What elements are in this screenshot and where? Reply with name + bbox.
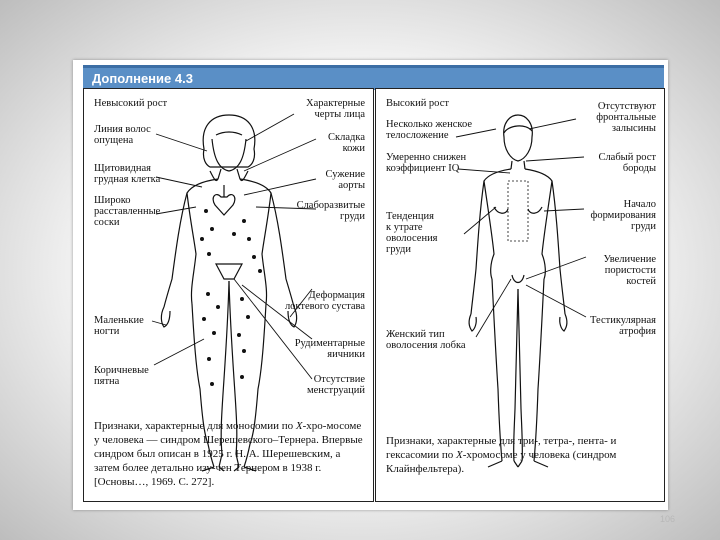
label-porosity-1: Увеличение bbox=[603, 254, 656, 265]
label-frontal-2: фронтальные bbox=[596, 112, 656, 123]
label-pubic-2: оволосения лобка bbox=[386, 340, 466, 351]
label-facial-features-2: черты лица bbox=[314, 109, 365, 120]
male-body-outline bbox=[469, 115, 567, 467]
turner-panel bbox=[83, 88, 374, 502]
female-body-outline bbox=[161, 115, 296, 471]
turner-caption-part1: Признаки, характерные для моносомии по bbox=[94, 420, 296, 432]
label-testicular-2: атрофия bbox=[619, 326, 656, 337]
label-pubic-1: Женский тип bbox=[386, 329, 445, 340]
label-iq-1: Умеренно снижен bbox=[386, 152, 467, 163]
label-elbow-2: локтевого сустава bbox=[284, 301, 365, 312]
klinefelter-caption-part2: -хромосоме у человека (синдром Клайнфельтера). bbox=[386, 449, 617, 475]
header-title: Дополнение 4.3 bbox=[92, 71, 193, 86]
label-beard-2: бороды bbox=[622, 163, 656, 174]
label-frontal-1: Отсутствуют bbox=[597, 101, 656, 112]
label-wide-nipples-1: Широко bbox=[94, 195, 131, 206]
label-frontal-3: залысины bbox=[611, 123, 656, 134]
label-hair-loss-2: к утрате bbox=[386, 222, 423, 233]
label-neck-fold-1: Складка bbox=[328, 132, 365, 143]
label-low-hairline-2: опущена bbox=[94, 135, 134, 146]
label-shield-chest-1: Щитовидная bbox=[94, 163, 151, 174]
label-beard-1: Слабый рост bbox=[598, 152, 656, 163]
label-female-build-1: Несколько женское bbox=[386, 119, 472, 130]
label-aortic-narrowing-2: аорты bbox=[338, 180, 365, 191]
label-nails-1: Маленькие bbox=[94, 315, 144, 326]
klinefelter-panel bbox=[375, 88, 665, 502]
label-ovaries-2: яичники bbox=[327, 349, 365, 360]
label-female-build-2: телосложение bbox=[386, 130, 449, 141]
page-number: 106 bbox=[660, 514, 676, 524]
label-facial-features-1: Характерные bbox=[306, 98, 365, 109]
label-short-stature: Невысокий рост bbox=[94, 98, 168, 109]
label-spots-1: Коричневые bbox=[94, 365, 149, 376]
label-hair-loss-4: груди bbox=[386, 244, 411, 255]
klinefelter-caption-part1: Признаки, характерные для три-, тетра-, пента- и гексасомии по bbox=[386, 435, 617, 461]
label-hair-loss-1: Тенденция bbox=[386, 211, 434, 222]
turner-caption-x: X bbox=[295, 420, 303, 432]
label-porosity-3: костей bbox=[626, 276, 656, 287]
label-breasts-2: груди bbox=[340, 211, 365, 222]
header-bar bbox=[83, 65, 664, 90]
label-neck-fold-2: кожи bbox=[342, 143, 365, 154]
label-breast-growth-3: груди bbox=[631, 221, 656, 232]
label-wide-nipples-3: соски bbox=[94, 217, 120, 228]
label-low-hairline-1: Линия волос bbox=[94, 124, 151, 135]
label-shield-chest-2: грудная клетка bbox=[94, 174, 161, 185]
label-tall-stature: Высокий рост bbox=[386, 98, 449, 109]
pigment-spots bbox=[200, 209, 262, 386]
label-elbow-1: Деформация bbox=[308, 290, 365, 301]
label-nails-2: ногти bbox=[94, 326, 120, 337]
label-ovaries-1: Рудиментарные bbox=[294, 338, 365, 349]
label-menstruation-1: Отсутствие bbox=[313, 374, 365, 385]
label-hair-loss-3: оволосения bbox=[386, 233, 438, 244]
klinefelter-caption-x: X bbox=[456, 449, 463, 461]
label-porosity-2: пористости bbox=[604, 265, 656, 276]
label-testicular-1: Тестикулярная bbox=[590, 315, 656, 326]
label-breast-growth-2: формирования bbox=[590, 210, 656, 221]
right-pointer-lines bbox=[456, 119, 586, 337]
dotted-torso-markers bbox=[508, 181, 528, 241]
label-breast-growth-1: Начало bbox=[623, 199, 656, 210]
turner-caption bbox=[94, 419, 366, 489]
label-aortic-narrowing-1: Сужение bbox=[325, 169, 365, 180]
label-iq-2: коэффициент IQ bbox=[386, 163, 460, 174]
label-spots-2: пятна bbox=[94, 376, 120, 387]
label-breasts-1: Слаборазвитые bbox=[296, 200, 365, 211]
turner-caption-part2: -хро-мосоме у человека — синдром Шерешевского–Тернера. Впервые синдром был описан в 1925 г. Н. А. Шерешевским, а затем более детально изу-чен Тернером в 1938 г. [Основы…, 1969. С. 272]. bbox=[94, 420, 363, 488]
label-menstruation-2: менструаций bbox=[306, 385, 365, 396]
klinefelter-caption bbox=[386, 434, 656, 476]
label-wide-nipples-2: расставленные bbox=[94, 206, 161, 217]
